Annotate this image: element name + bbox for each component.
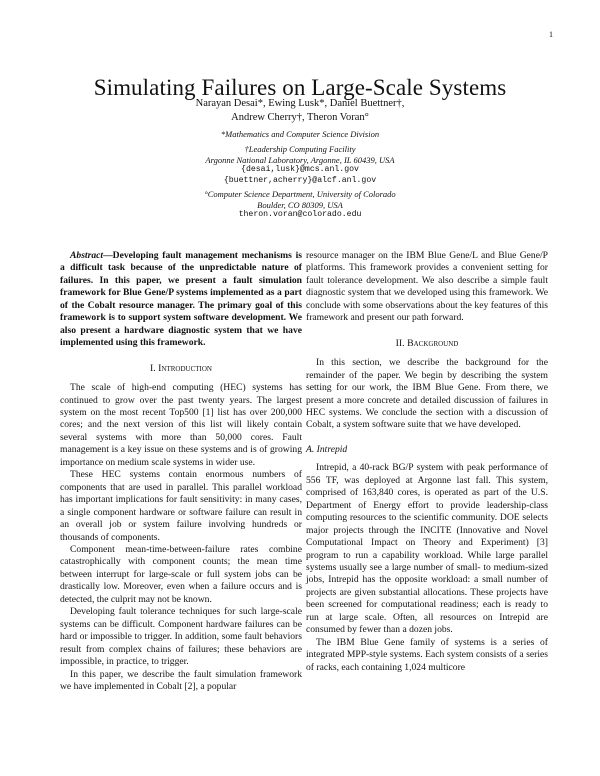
affiliation-colorado-address: Boulder, CO 80309, USA: [257, 199, 343, 210]
affiliation-alcf-email-1: {desai,lusk}@mcs.anl.gov: [241, 165, 359, 174]
subsection-heading-intrepid: A. Intrepid: [306, 443, 348, 455]
right-column: [306, 250, 548, 674]
abstract: [60, 250, 302, 350]
abstract-label: Abstract: [70, 250, 104, 261]
affiliation-colorado-name: °Computer Science Department, University of Colorado: [204, 189, 396, 199]
affiliation-mcs: [0, 129, 600, 140]
affiliation-alcf-name: †Leadership Computing Facility: [244, 144, 356, 154]
affiliation-mcs-name: *Mathematics and Computer Science Division: [220, 129, 380, 139]
abstract-text: —Developing fault management mechanisms is a difficult task because of the unpredictable nature of failures. In this paper, we present a fault simulation framework for Blue Gene/P systems implemented as a part of the Cobalt resource manager. The primary goal of this framework is to support system software development. We also present a hardware diagnostic system that we have implemented using this framework.: [60, 250, 302, 349]
author-line-1: Narayan Desai*, Ewing Lusk*, Daniel Buettner†,: [195, 98, 405, 109]
section-heading-background: II. Background: [395, 337, 459, 349]
paragraph: In this paper, we describe the fault simulation framework we have implemented in Cobalt [2], a popular: [60, 668, 302, 692]
paragraph: Component mean-time-between-failure rates combine catastrophically with component counts; the mean time between interrupt for large-scale or full system jobs can be drastically low. Moreover, even when a failure occurs and is detected, the culprit may not be known.: [60, 543, 302, 605]
paragraph: In this section, we describe the background for the remainder of the paper. We begin by describing the system setting for our work, the IBM Blue Gene. From there, we present a more concrete and detailed discussion of failures in HEC systems. We conclude the section with a discussion of Cobalt, a system software suite that we have developed.: [306, 357, 548, 431]
left-column: [60, 250, 302, 693]
section-heading-introduction: I. Introduction: [150, 362, 212, 374]
affiliation-colorado: [0, 189, 600, 221]
paragraph: Intrepid, a 40-rack BG/P system with peak performance of 556 TF, was deployed at Argonne last fall. This system, comprised of 163,840 cores, is operated as part of the U.S. Department of Energy effort to provide leadership-class computing resources to the scientific community. DOE selects major projects through the INCITE (Innovative and Novel Computational Impact on Theory and Experiment) [3] program to run a capability workload. While large parallel systems usually see a large number of small- to medium-sized jobs, Intrepid has the opposite workload: a small number of projects are given substantial allocations. These projects have been screened for computational readiness; each is ready to run at large scale. Often, all resources on Intrepid are consumed by fewer than a dozen jobs.: [306, 462, 548, 636]
paper-title: Simulating Failures on Large-Scale Systems: [93, 75, 507, 101]
affiliation-colorado-email: theron.voran@colorado.edu: [238, 210, 362, 219]
author-list: [0, 97, 600, 124]
paragraph: The scale of high-end computing (HEC) systems has continued to grow over the past twenty years. The largest system on the most recent Top500 [1] list has over 200,000 cores; and the next version of this list will likely contain several systems with more than 50,000 cores. Fault management is a key issue on these systems and is of growing importance on medium scale systems in wider use.: [60, 382, 302, 468]
paragraph: The IBM Blue Gene family of systems is a series of integrated MPP-style systems. Each system consists of a series of racks, each containing 1,024 multicore: [306, 636, 548, 673]
affiliation-alcf-email-2: {buettner,acherry}@alcf.anl.gov: [223, 175, 377, 185]
paragraph: resource manager on the IBM Blue Gene/L and Blue Gene/P platforms. This framework provides a convenient setting for fault tolerance development. We also describe a simple fault diagnostic system that we developed using this framework. We conclude with some observations about the key features of this framework and present our path forward.: [306, 250, 548, 324]
page-number: 1: [549, 30, 553, 39]
paragraph: These HEC systems contain enormous numbers of components that are used in parallel. This parallel workload has important implications for fault sensitivity: in many cases, a single component hardware or software failure can result in an overall job or system failure involving hundreds or thousands of components.: [60, 469, 302, 543]
affiliation-alcf-address: Argonne National Laboratory, Argonne, IL 60439, USA: [205, 154, 395, 165]
paragraph: Developing fault tolerance techniques for such large-scale systems can be difficult. Component hardware failures can be hard or impossible to trigger. In addition, some fault behaviors result from complex chains of failures; these behaviors are impossible, in practice, to trigger.: [60, 606, 302, 668]
affiliation-alcf: [0, 144, 600, 186]
author-line-2: Andrew Cherry†, Theron Voran°: [231, 111, 369, 123]
